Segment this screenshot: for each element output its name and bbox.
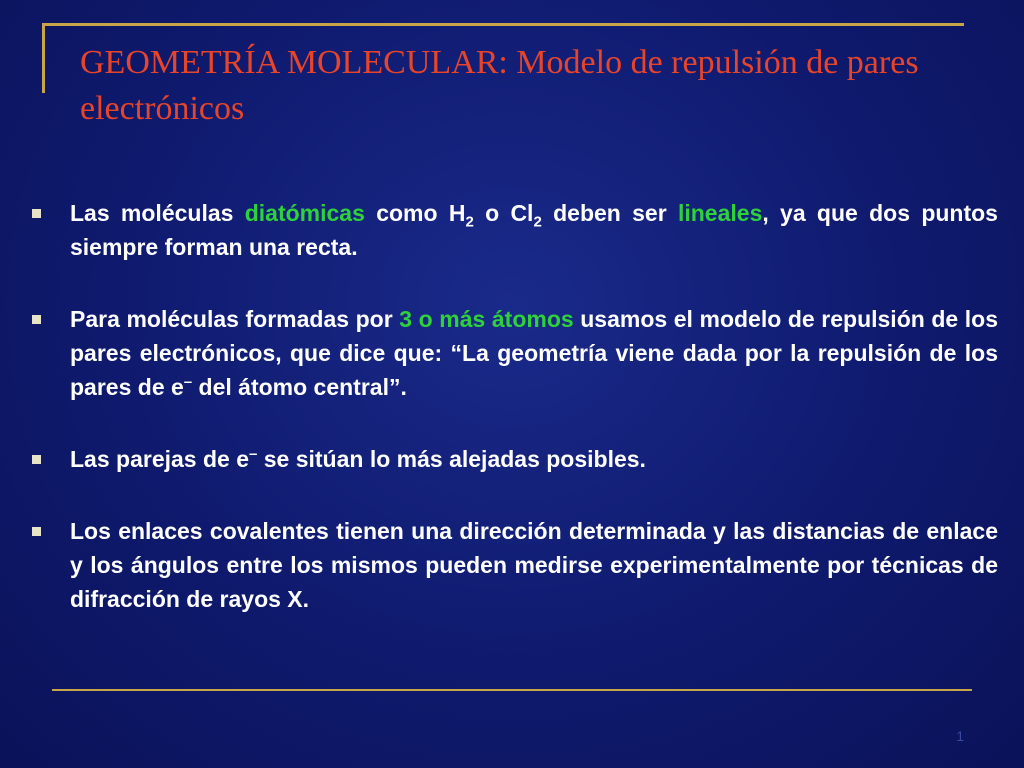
bullet-marker	[32, 209, 41, 218]
subscript: 2	[465, 213, 474, 231]
text: como H	[364, 200, 466, 226]
bullet-electron-pairs	[30, 442, 998, 476]
text: Los enlaces covalentes tienen una dirección determinada y las distancias de enlace y los ángulos entre los mismos pueden medirse experimentalmente por técnicas de difracción de rayos X.	[70, 518, 998, 612]
title-rule-top	[42, 23, 964, 26]
text: usamos el modelo de repulsión de los pares electrónicos, que dice que: “La geometría viene dada por la repulsión de los pares de e	[70, 306, 999, 400]
bullet-diatomic	[30, 196, 998, 264]
text: Las parejas de e	[70, 446, 249, 472]
bullet-marker	[32, 527, 41, 536]
title-rule-left	[42, 23, 45, 93]
text: Las moléculas	[70, 200, 245, 226]
page-number: 1	[956, 728, 964, 744]
text: del átomo central”.	[192, 374, 407, 400]
bullet-covalent-bonds	[30, 514, 998, 616]
text: o Cl	[473, 200, 534, 226]
text: Para moléculas formadas por	[70, 306, 400, 332]
bottom-rule	[52, 689, 972, 691]
highlight-diatomicas: diatómicas	[244, 200, 365, 226]
bullet-list	[30, 196, 998, 654]
subscript: 2	[533, 213, 542, 231]
highlight-lineales: lineales	[677, 200, 763, 226]
bullet-vsepr-model	[30, 302, 998, 404]
slide-title: GEOMETRÍA MOLECULAR: Modelo de repulsión de pares electrónicos	[80, 44, 919, 127]
superscript: –	[249, 445, 258, 463]
superscript: –	[183, 373, 193, 391]
bullet-marker	[32, 315, 41, 324]
bullet-marker	[32, 455, 41, 464]
highlight-3-atomos: 3 o más átomos	[399, 306, 574, 332]
text: deben ser	[541, 200, 678, 226]
text: se sitúan lo más alejadas posibles.	[257, 446, 646, 472]
text: , ya que dos puntos siempre forman una recta.	[70, 200, 998, 260]
